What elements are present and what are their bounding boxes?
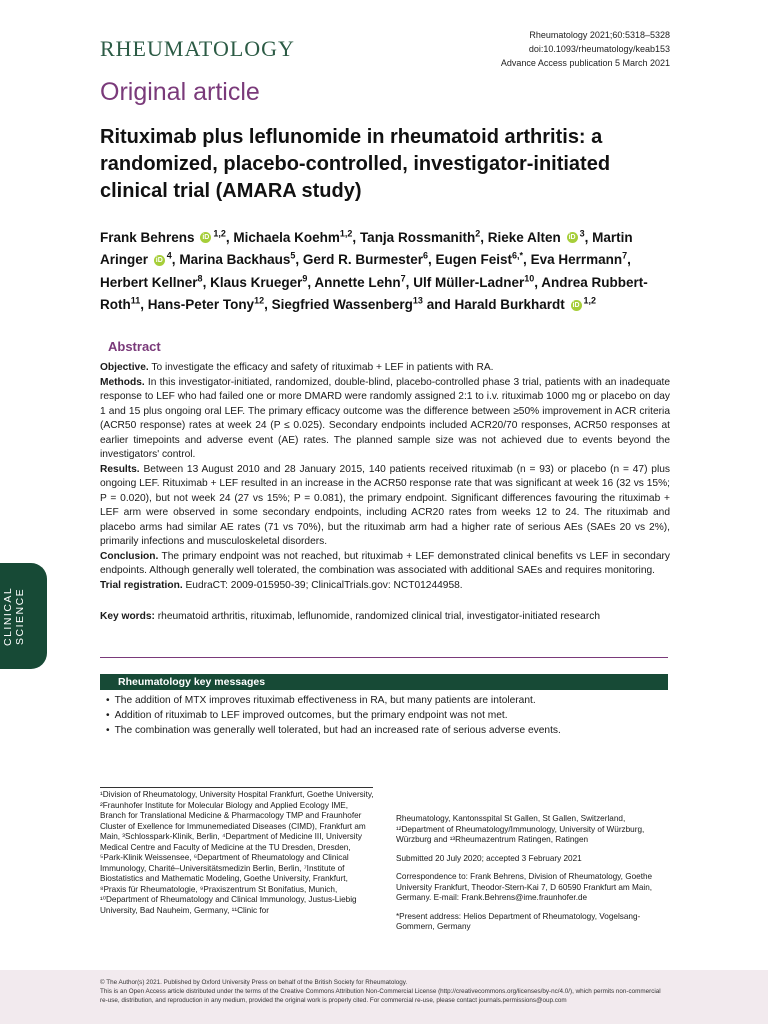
author: Michaela Koehm$^{1,2}$, (233, 228, 357, 245)
author: Eugen Feist$^{6,*}$, (435, 250, 527, 267)
license-line: This is an Open Access article distributed under the terms of the Creative Commons Attribution Non-Commercial License (http://creativecommons.org/licenses/by-nc/4.0/), which permits non-commercial re-use, distribution, and reproduction in any medium, provided the original work is properly cited. For commercial re-use, please contact journals.permissions@oup.com (100, 988, 661, 1004)
author-name: Marina Backhaus (179, 252, 291, 267)
side-label-line2: SCIENCE (14, 587, 26, 645)
advance-access: Advance Access publication 5 March 2021 (500, 58, 670, 68)
journal-name: RHEUMATOLOGY (100, 36, 295, 61)
author-affiliation: 8 (197, 273, 203, 283)
author-affiliation: 4 (166, 250, 172, 261)
author-name: Eugen Feist (435, 252, 513, 267)
author-affiliation: 7 (400, 273, 406, 283)
section-side-label (2, 570, 46, 662)
author-name: Klaus Krueger (210, 274, 303, 290)
abstract-results (100, 463, 670, 550)
objective-text: To investigate the efficacy and safety of rituximab + LEF in patients with RA. (151, 362, 494, 373)
article-type: Original article (100, 78, 260, 106)
abstract-heading: Abstract (108, 339, 161, 354)
keywords (100, 610, 670, 625)
author-name: Martin Aringer (100, 229, 633, 267)
author-name: Frank Behrens (100, 229, 195, 245)
author-name: Eva Herrmann (530, 252, 623, 267)
doi-link[interactable]: doi:10.1093/rheumatology/keab153 (528, 44, 670, 54)
orcid-icon[interactable]: iD (155, 256, 163, 264)
submission-dates: Submitted 20 July 2020; accepted 3 February 2021 (396, 853, 582, 863)
citation: Rheumatology 2021;60:5318–5328 (529, 30, 670, 40)
orcid-icon[interactable]: iD (572, 301, 580, 309)
author-affiliation: 11 (130, 295, 141, 306)
author-affiliation: 7 (622, 250, 628, 261)
author-list (100, 224, 680, 314)
methods-text: In this investigator-initiated, randomized, double-blind, placebo-controlled phase 3 trial, patients with an inadequate response to LEF who had failed one or more DMARD were randomly assigned 2:1 to i.v. rituximab 1000 mg or placebo on day 1 and 15 plus ongoing oral LEF. The primary efficacy outcome was the difference between ≥50% improvement in ACR criteria (ACR50 response) rates at week 24 (P ≤ 0.025). Secondary endpoints included ACR20/70 responses, ACR50 responses at earlier timepoints and adverse event (AE) rates. The planned sample size was not achieved due to events beyond the investigators' control. (100, 376, 670, 460)
side-label-line1: CLINICAL (2, 586, 14, 646)
author: Annette Lehn$^7$, (314, 273, 410, 290)
section-divider (100, 657, 668, 658)
author-affiliation: 1,2 (339, 228, 353, 238)
objective-label: Objective. (100, 362, 149, 373)
orcid-icon[interactable]: iD (202, 234, 210, 242)
author-name: Tanja Rossmanith (359, 229, 476, 245)
copyright-line: © The Author(s) 2021. Published by Oxford University Press on behalf of the British Society for Rheumatology. (100, 979, 408, 986)
author-name: Rieke Alten (487, 229, 561, 245)
author-affiliation: 10 (524, 273, 535, 283)
author-name: Andrea Rubbert-Roth (100, 274, 648, 312)
conclusion-label: Conclusion. (100, 550, 159, 562)
orcid-icon[interactable]: iD (568, 234, 576, 242)
author-affiliation: 3 (579, 228, 585, 238)
keywords-text: rheumatoid arthritis, rituximab, leflunomide, randomized clinical trial, investigator-initiated research (157, 611, 600, 622)
author-affiliation: 13 (412, 295, 423, 306)
author: Tanja Rossmanith$^2$, (359, 228, 484, 245)
author: Herbert Kellner$^8$, (100, 273, 207, 290)
abstract-methods (100, 376, 670, 463)
key-message-item: • The addition of MTX improves rituximab effectiveness in RA, but many patients are intolerant. (106, 693, 668, 708)
abstract-conclusion (100, 550, 670, 579)
author: Siegfried Wassenberg$^{13}$ and (271, 295, 451, 312)
correspondence: Correspondence to: Frank Behrens, Division of Rheumatology, Goethe University Frankfurt, Theodor-Stern-Kai 7, D 60590 Frankfurt am Main, Germany. E-mail: Frank.Behrens@ime.fraunhofer.de (396, 872, 653, 902)
registration-text: EudraCT: 2009-015950-39; ClinicalTrials.gov: NCT01244958. (185, 579, 463, 591)
author: Rieke Alten iD $^3$, (487, 228, 589, 245)
author-affiliation: 5 (290, 250, 296, 261)
author: Frank Behrens iD $^{1,2}$, (100, 228, 230, 245)
author (454, 297, 596, 312)
author-affiliation: 6 (422, 250, 428, 261)
author-name: Herbert Kellner (100, 274, 198, 290)
author: Eva Herrmann$^7$, (530, 250, 631, 267)
author-name: Michaela Koehm (233, 229, 340, 245)
article-title: Rituximab plus leflunomide in rheumatoid arthritis: a randomized, placebo-controlled, investigator-initiated clinical trial (AMARA study) (100, 126, 611, 202)
footnote-divider (100, 787, 373, 788)
author-affiliation: 12 (254, 295, 265, 306)
author-name: Gerd R. Burmester (302, 252, 423, 267)
author: Gerd R. Burmester$^6$, (302, 250, 432, 267)
author-name: Siegfried Wassenberg (271, 297, 413, 312)
author-affiliation: 6,* (512, 250, 524, 261)
abstract-objective (100, 361, 670, 376)
results-label: Results. (100, 463, 140, 475)
present-address: *Present address: Helios Department of Rheumatology, Vogelsang-Gommern, Germany (396, 911, 641, 931)
methods-label: Methods. (100, 376, 145, 388)
results-text: Between 13 August 2010 and 28 January 2015, 140 patients received rituximab (n = 93) or placebo (n = 47) plus ongoing LEF. Rituximab + LEF resulted in an increase in the ACR50 response rate that was significant at week 16 (32 vs 15%; P = 0.020), but not week 24 (27 vs 15%; P = 0.081), the primary endpoint. Significant differences favouring the rituximab + LEF arm were observed in some secondary endpoints, including ACR20 rates from weeks 12 to 24. The rituximab and placebo arms had similar AE rates (71 vs 70%), but the rituximab arm had a higher rate of serious AEs (SAEs 20 vs 2%), primarily infections and musculoskeletal disorders. (100, 463, 670, 547)
author: Andrea Rubbert-Roth$^{11}$, (100, 274, 648, 312)
author-affiliation: 1,2 (213, 228, 226, 238)
affiliations-continued: Rheumatology, Kantonsspital St Gallen, St Gallen, Switzerland, ¹²Department of Rheumatology/Immunology, University of Würzburg, Würzburg and ¹³Rheumazentrum Ratingen, Ratingen (396, 814, 645, 844)
author-affiliation: 9 (302, 273, 308, 283)
key-messages-list (100, 693, 668, 738)
author: Ulf Müller-Ladner$^{10}$, (413, 273, 538, 290)
article-meta (501, 28, 670, 70)
key-message-item: • Addition of rituximab to LEF improved outcomes, but the primary endpoint was not met. (106, 708, 668, 723)
keywords-label: Key words: (100, 611, 155, 622)
affiliations-right (396, 814, 669, 941)
author: Martin Aringer iD $^4$, (100, 229, 633, 267)
author-name: Ulf Müller-Ladner (413, 274, 525, 290)
author: Marina Backhaus$^5$, (179, 250, 300, 267)
author: Hans-Peter Tony$^{12}$, (147, 295, 268, 312)
registration-label: Trial registration. (100, 579, 183, 591)
author-name: Harald Burkhardt (454, 297, 565, 312)
key-message-item: • The combination was generally well tolerated, but had an increased rate of serious adverse events. (106, 723, 668, 738)
author-affiliation: 1,2 (583, 295, 597, 306)
license-text (100, 978, 670, 1005)
author: Klaus Krueger$^9$, (210, 273, 312, 290)
author-affiliation: 2 (475, 228, 481, 238)
key-messages-box (100, 674, 668, 744)
author-name: Annette Lehn (314, 274, 401, 290)
affiliations-left: ¹Division of Rheumatology, University Hospital Frankfurt, Goethe University, ²Fraunhofer Institute for Molecular Biology and Applied Ecology IME, Branch for Translational Medicine & Pharmacology TMP and Fraunhofer Cluster of Exellence for Immunemediated Diseases (CIMD), Frankfurt am Main, ³Schlosspark-Klinik, Berlin, ⁴Department of Medicine III, University Medical Centre and Faculty of Medicine at the TU Dresden, Dresden, ⁵Park-Klinik Weissensee, ⁶Department of Rheumatology and Clinical Immunology, Charité–Universitätsmedizin Berlin, Berlin, ⁷Institute of Biostatistics and Mathematic Modeling, Goethe University, Frankfurt, ⁸Praxis für Rheumatologie, ⁹Praxiszentrum St Bonifatius, Munich, ¹⁰Department of Rheumatology and Clinical Immunology, Justus-Liebig University, Bad Nauheim, Germany, ¹¹Clinic for (100, 790, 374, 915)
key-messages-heading: Rheumatology key messages (100, 674, 668, 690)
abstract (100, 361, 670, 593)
author-name: Hans-Peter Tony (147, 297, 255, 312)
abstract-registration (100, 579, 670, 594)
conclusion-text: The primary endpoint was not reached, but rituximab + LEF demonstrated clinical benefits vs LEF in secondary endpoints. Although generally well tolerated, the combination was associated with additional SAEs and requires monitoring. (100, 550, 670, 576)
